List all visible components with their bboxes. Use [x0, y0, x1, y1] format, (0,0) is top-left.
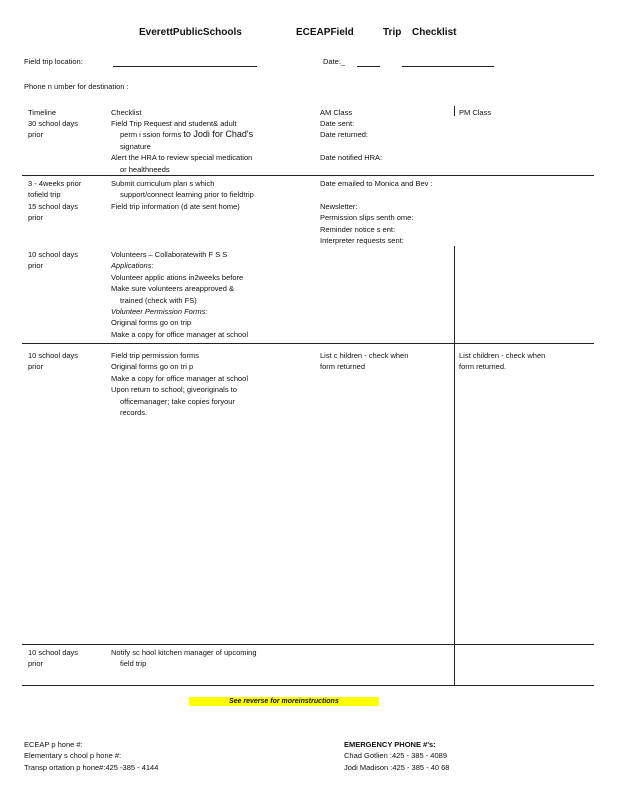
row4-checklist: Field trip permission forms Original forms go on tri p Make a copy for office manager at school Upon return to school; giveoriginals to officemanager; take copies foryour records.	[111, 351, 249, 418]
row3-checklist: Volunteers – Collaboratewith F S S Applications: Volunteer applic ations in2weeks before Make sure volunteers areapproved & trained (check with FS) Volunteer Permission Forms: Original forms go on trip Make a copy for office manager at school	[111, 250, 249, 339]
date-blank-short[interactable]	[357, 66, 380, 67]
phone-label: Phone n umber for destination :	[24, 82, 129, 91]
row-divider-1	[22, 175, 594, 176]
contact-jodi: Jodi Madison :425 - 385 - 40 68	[344, 762, 450, 772]
program-name: ECEAPField	[296, 27, 354, 38]
reverse-note: See reverse for moreinstructions	[189, 696, 379, 705]
table-bottom-line	[22, 685, 594, 686]
row5-checklist: Notify sc hool kitchen manager of upcoming field trip	[111, 648, 257, 669]
checklist-word: Checklist	[412, 27, 457, 38]
row3-timeline: 10 school days prior	[28, 250, 79, 271]
trip-word: Trip	[383, 27, 402, 38]
footer-phones: ECEAP p hone #: Elementary s chool p hone #: Transp ortation p hone#:425 -385 - 4144	[24, 740, 159, 772]
pm-col-marker	[454, 106, 455, 116]
row1-checklist: Field Trip Request and student& adult perm i ssion forms to Jodi for Chad's signature Alert the HRA to review special medication or healthneeds	[111, 119, 254, 174]
contact-chad: Chad Gotlien :425 - 385 - 4089	[344, 751, 447, 761]
row-divider-3	[22, 644, 594, 645]
col-am: AM Class	[320, 108, 353, 117]
col-timeline: Timeline	[28, 108, 57, 117]
emergency-title: EMERGENCY PHONE #'s:	[344, 740, 436, 749]
date-label: Date:_	[323, 57, 346, 66]
date-blank-long[interactable]	[402, 66, 494, 67]
col-checklist: Checklist	[111, 108, 142, 117]
row1-am: Date sent: Date returned: Date notified HRA:	[320, 119, 383, 163]
row5-timeline: 10 school days prior	[28, 648, 79, 669]
location-blank[interactable]	[113, 66, 257, 67]
col-pm: PM Class	[459, 108, 492, 117]
row-divider-2	[22, 343, 594, 344]
pm-column-divider	[454, 246, 455, 686]
row4-timeline: 10 school days prior	[28, 351, 79, 372]
location-label: Field trip location:	[24, 57, 83, 66]
row4-pm: List children - check when form returned.	[459, 351, 546, 372]
school-name: EverettPublicSchools	[139, 27, 242, 38]
row1-timeline: 30 school days prior	[28, 119, 79, 140]
emergency-phones	[344, 739, 449, 773]
row2-checklist: Submit curriculum plan s which support/connect learning prior to fieldtrip Field trip information (d ate sent home)	[111, 179, 254, 211]
row2-timeline: 3 - 4weeks prior tofield trip 15 school days prior	[28, 179, 82, 223]
row2-am: Date emailed to Monica and Bev : Newsletter: Permission slips senth ome: Reminder notice s ent: Interpreter requests sent:	[320, 179, 433, 246]
row4-am: List c hildren - check when form returned	[320, 351, 409, 372]
